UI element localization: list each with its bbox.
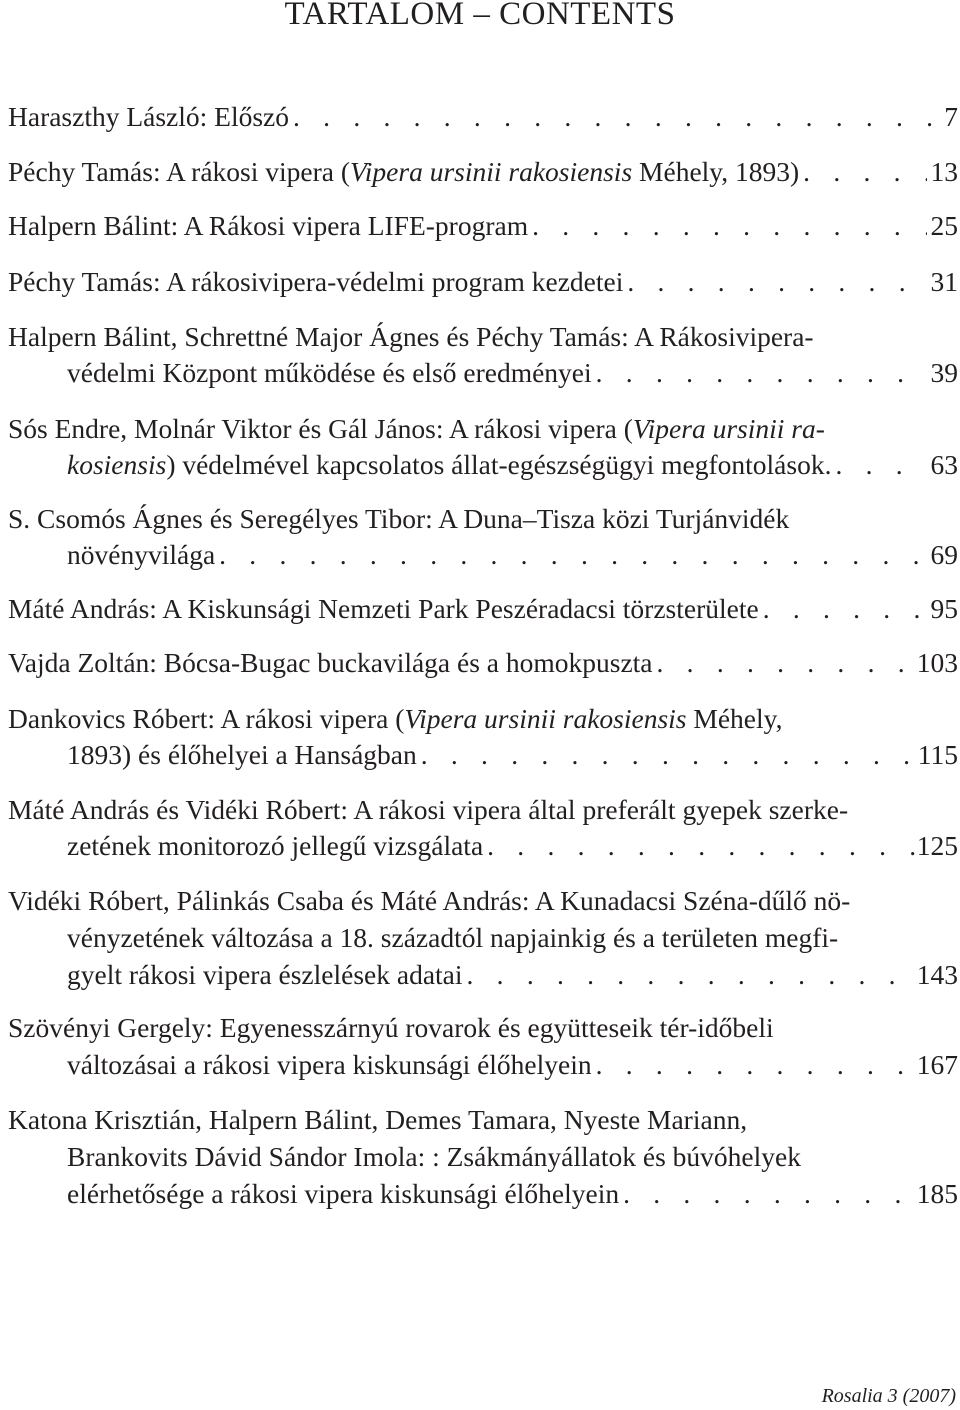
toc-entry-line: Katona Krisztián, Halpern Bálint, Demes Tamara, Nyeste Mariann, <box>8 1104 748 1135</box>
leader-dots <box>619 1176 917 1212</box>
page-number: 39 <box>930 357 958 388</box>
journal-footer: Rosalia 3 (2007) <box>821 1385 956 1407</box>
leader-dots <box>799 154 926 190</box>
page-number: 13 <box>930 156 958 187</box>
toc-entry-line: Dankovics Róbert: A rákosi vipera (Vipera ursinii rakosiensis Méhely, <box>8 703 783 734</box>
page-number: 103 <box>916 647 958 678</box>
leader-dots <box>592 355 927 391</box>
toc-entry-line: Sós Endre, Molnár Viktor és Gál János: A rákosi vipera (Vipera ursinii ra- <box>8 413 825 444</box>
toc-entry-last-line <box>67 957 958 993</box>
toc-entry-text: Máté András: A Kiskunsági Nemzeti Park Peszéradacsi törzsterülete <box>8 593 759 624</box>
leader-dots <box>528 208 926 244</box>
toc-entry-text: Haraszthy László: Előszó <box>8 101 290 132</box>
toc-entry-text: 1893) és élőhelyei a Hanságban <box>67 739 417 770</box>
page-number: 115 <box>917 739 958 770</box>
toc-entry-last-line <box>67 355 958 391</box>
toc-entry-text: Péchy Tamás: A rákosivipera-védelmi program kezdetei <box>8 266 624 297</box>
toc-entry-last-line <box>67 828 958 864</box>
page-number: 143 <box>916 959 958 990</box>
toc-entry-line: Máté András és Vidéki Róbert: A rákosi vipera által preferált gyepek szerke- <box>8 794 849 825</box>
leader-dots <box>592 1047 917 1083</box>
toc-entry-line: S. Csomós Ágnes és Seregélyes Tibor: A Duna–Tisza közi Turjánvidék <box>8 503 790 534</box>
toc-entry-text: változásai a rákosi vipera kiskunsági élőhelyein <box>67 1049 592 1080</box>
toc-entry-text: Vajda Zoltán: Bócsa-Bugac buckavilága és a homokpuszta <box>8 647 653 678</box>
page-number: 167 <box>916 1049 958 1080</box>
toc-entry-line: vényzetének változása a 18. századtól napjainkig és a területen megfi- <box>67 922 839 953</box>
page-number: 69 <box>930 539 958 570</box>
toc-entry-text: zetének monitorozó jellegű vizsgálata <box>67 830 484 861</box>
page-title: TARTALOM – CONTENTS <box>284 0 676 32</box>
leader-dots <box>483 828 917 864</box>
page-number: 125 <box>916 830 958 861</box>
toc-entry-line: Szövényi Gergely: Egyenesszárnyú rovarok és együtteseik tér-időbeli <box>8 1012 774 1043</box>
toc-entry-last-line <box>8 99 958 135</box>
leader-dots <box>653 645 917 681</box>
species-name: kosiensis <box>67 449 167 480</box>
toc-entry-last-line <box>67 447 958 483</box>
toc-entry-text: Péchy Tamás: A rákosi vipera (Vipera ursinii rakosiensis Méhely, 1893) <box>8 156 800 187</box>
leader-dots <box>215 537 926 573</box>
species-name: Vipera ursinii rakosiensis <box>404 703 687 734</box>
toc-entry-text: kosiensis) védelmével kapcsolatos állat-egészségügyi megfontolások. <box>67 449 832 480</box>
page-number: 95 <box>930 593 958 624</box>
leader-dots <box>759 591 927 627</box>
leader-dots <box>417 737 918 773</box>
toc-entry-last-line <box>8 154 958 190</box>
toc-entry-text: Halpern Bálint: A Rákosi vipera LIFE-program <box>8 210 529 241</box>
species-name: Vipera ursinii ra- <box>632 413 825 444</box>
leader-dots <box>463 957 917 993</box>
leader-dots <box>831 447 926 483</box>
toc-entry-text: növényvilága <box>67 539 216 570</box>
toc-entry-last-line <box>8 645 958 681</box>
page-number: 63 <box>930 449 958 480</box>
page-number: 7 <box>944 101 958 132</box>
toc-entry-text: gyelt rákosi vipera észlelések adatai <box>67 959 463 990</box>
toc-entry-text: védelmi Központ működése és első eredményei <box>67 357 592 388</box>
toc-entry-line: Brankovits Dávid Sándor Imola: : Zsákmányállatok és búvóhelyek <box>67 1141 801 1172</box>
toc-entry-line: Vidéki Róbert, Pálinkás Csaba és Máté András: A Kunadacsi Széna-dűlő nö- <box>8 885 851 916</box>
toc-entry-last-line <box>8 264 958 300</box>
page-number: 185 <box>916 1178 958 1209</box>
toc-entry-last-line <box>8 208 958 244</box>
toc-entry-last-line <box>67 1047 958 1083</box>
leader-dots <box>623 264 926 300</box>
page-number: 25 <box>930 210 958 241</box>
toc-entry-last-line <box>8 591 958 627</box>
toc-entry-last-line <box>67 737 958 773</box>
toc-entry-text: elérhetősége a rákosi vipera kiskunsági élőhelyein <box>67 1178 620 1209</box>
page-number: 31 <box>930 266 958 297</box>
toc-entry-line: Halpern Bálint, Schrettné Major Ágnes és Péchy Tamás: A Rákosivipera- <box>8 321 814 352</box>
species-name: Vipera ursinii rakosiensis <box>350 156 633 187</box>
leader-dots <box>289 99 940 135</box>
toc-entry-last-line <box>67 1176 958 1212</box>
toc-entry-last-line <box>67 537 958 573</box>
